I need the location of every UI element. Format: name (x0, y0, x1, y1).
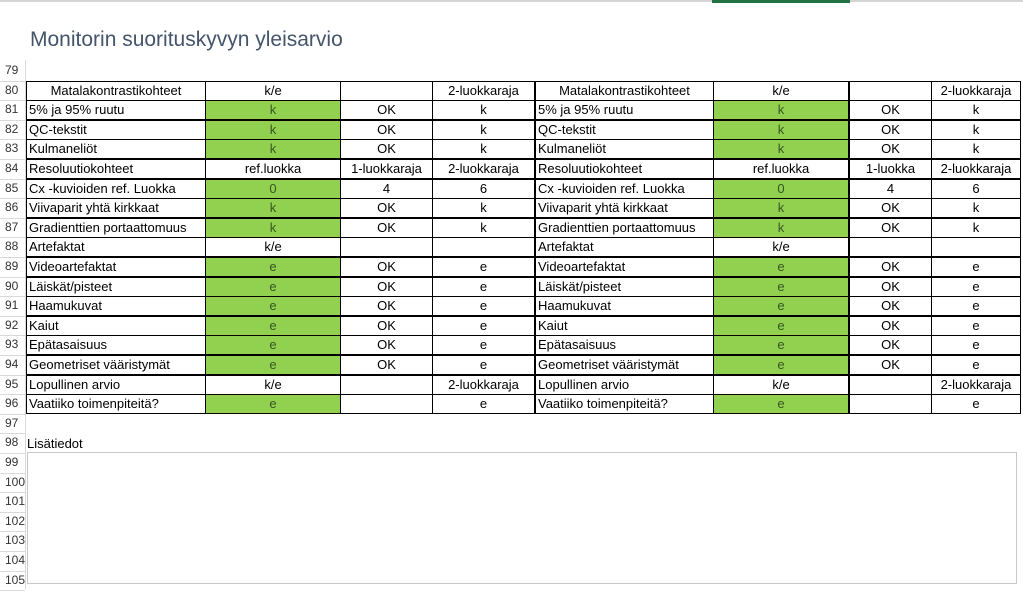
left-cell-r9-c1[interactable]: e (205, 257, 341, 277)
right-cell-r8-c3[interactable] (931, 237, 1021, 257)
left-cell-r7-c0[interactable]: Gradienttien portaattomuus (26, 218, 206, 238)
left-cell-r8-c2[interactable] (340, 237, 433, 257)
left-cell-r10-c2[interactable]: OK (340, 277, 433, 297)
left-cell-r3-c2[interactable]: OK (340, 139, 433, 159)
left-cell-r6-c2[interactable]: OK (340, 198, 433, 218)
left-cell-r8-c3[interactable] (432, 237, 535, 257)
left-cell-r3-c0[interactable]: Kulmaneliöt (26, 139, 206, 159)
left-cell-r7-c3[interactable]: k (432, 218, 535, 238)
left-cell-r14-c1[interactable]: e (205, 355, 341, 375)
right-cell-r11-c3[interactable]: e (931, 296, 1021, 316)
right-cell-r16-c1[interactable]: e (713, 394, 849, 414)
right-cell-r2-c1[interactable]: k (713, 120, 849, 140)
left-cell-r14-c0[interactable]: Geometriset vääristymät (26, 355, 206, 375)
right-cell-r2-c3[interactable]: k (931, 120, 1021, 140)
right-cell-r3-c0[interactable]: Kulmaneliöt (535, 139, 714, 159)
right-cell-r11-c0[interactable]: Haamukuvat (535, 296, 714, 316)
row-number[interactable]: 81 (5, 102, 19, 117)
right-cell-r7-c0[interactable]: Gradienttien portaattomuus (535, 218, 714, 238)
left-cell-r9-c3[interactable]: e (432, 257, 535, 277)
right-cell-r15-c3[interactable]: 2-luokkaraja (931, 375, 1021, 395)
left-cell-r2-c2[interactable]: OK (340, 120, 433, 140)
right-cell-r0-c2[interactable] (849, 81, 932, 101)
right-cell-r6-c2[interactable]: OK (849, 198, 932, 218)
left-cell-r7-c1[interactable]: k (205, 218, 341, 238)
right-cell-r5-c2[interactable]: 4 (849, 179, 932, 199)
row-number[interactable]: 96 (5, 396, 19, 411)
left-cell-r3-c1[interactable]: k (205, 139, 341, 159)
left-cell-r16-c3[interactable]: e (432, 394, 535, 414)
right-cell-r12-c1[interactable]: e (713, 316, 849, 336)
left-cell-r8-c0[interactable]: Artefaktat (26, 237, 206, 257)
row-number[interactable]: 86 (5, 200, 19, 215)
right-cell-r12-c0[interactable]: Kaiut (535, 316, 714, 336)
right-cell-r1-c3[interactable]: k (931, 100, 1021, 120)
row-number[interactable]: 91 (5, 298, 19, 313)
row-number[interactable]: 89 (5, 259, 19, 273)
row-number[interactable]: 101 (5, 494, 26, 509)
right-cell-r10-c1[interactable]: e (713, 277, 849, 297)
right-cell-r14-c0[interactable]: Geometriset vääristymät (535, 355, 714, 375)
right-cell-r15-c0[interactable]: Lopullinen arvio (535, 375, 714, 395)
left-cell-r7-c2[interactable]: OK (340, 218, 433, 238)
left-cell-r12-c3[interactable]: e (432, 316, 535, 336)
right-cell-r4-c2[interactable]: 1-luokka (849, 159, 932, 179)
left-cell-r9-c0[interactable]: Videoartefaktat (26, 257, 206, 277)
right-cell-r4-c0[interactable]: Resoluutiokohteet (535, 159, 714, 179)
right-cell-r16-c0[interactable]: Vaatiiko toimenpiteitä? (535, 394, 714, 414)
row-number[interactable]: 104 (5, 553, 26, 567)
row-number[interactable]: 99 (5, 455, 19, 469)
right-cell-r6-c0[interactable]: Viivaparit yhtä kirkkaat (535, 198, 714, 218)
left-cell-r13-c3[interactable]: e (432, 335, 535, 355)
row-number[interactable]: 94 (5, 357, 19, 371)
right-cell-r2-c0[interactable]: QC-tekstit (535, 120, 714, 140)
left-cell-r15-c2[interactable] (340, 375, 433, 395)
row-number[interactable]: 79 (5, 63, 19, 77)
sheet-title[interactable]: Monitorin suorituskyvyn yleisarvio (30, 28, 343, 51)
right-cell-r13-c2[interactable]: OK (849, 335, 932, 355)
row-number[interactable]: 92 (5, 317, 19, 332)
row-number[interactable]: 93 (5, 337, 19, 352)
right-cell-r8-c2[interactable] (849, 237, 932, 257)
right-cell-r0-c0[interactable]: Matalakontrastikohteet (535, 81, 714, 101)
row-number[interactable]: 97 (5, 415, 19, 430)
left-cell-r16-c2[interactable] (340, 394, 433, 414)
left-cell-r0-c2[interactable] (340, 81, 433, 101)
right-cell-r1-c0[interactable]: 5% ja 95% ruutu (535, 100, 714, 120)
left-cell-r0-c1[interactable]: k/e (205, 81, 341, 101)
left-cell-r6-c0[interactable]: Viivaparit yhtä kirkkaat (26, 198, 206, 218)
left-cell-r5-c3[interactable]: 6 (432, 179, 535, 199)
right-cell-r12-c3[interactable]: e (931, 316, 1021, 336)
right-cell-r10-c3[interactable]: e (931, 277, 1021, 297)
right-cell-r16-c2[interactable] (849, 394, 932, 414)
right-cell-r7-c2[interactable]: OK (849, 218, 932, 238)
right-cell-r9-c2[interactable]: OK (849, 257, 932, 277)
left-cell-r10-c1[interactable]: e (205, 277, 341, 297)
right-cell-r6-c3[interactable]: k (931, 198, 1021, 218)
right-cell-r13-c1[interactable]: e (713, 335, 849, 355)
left-cell-r0-c3[interactable]: 2-luokkaraja (432, 81, 535, 101)
left-cell-r12-c1[interactable]: e (205, 316, 341, 336)
right-cell-r8-c1[interactable]: k/e (713, 237, 849, 257)
row-number[interactable]: 100 (5, 474, 26, 489)
left-cell-r11-c1[interactable]: e (205, 296, 341, 316)
right-cell-r3-c2[interactable]: OK (849, 139, 932, 159)
left-cell-r12-c0[interactable]: Kaiut (26, 316, 206, 336)
left-cell-r4-c3[interactable]: 2-luokkaraja (432, 159, 535, 179)
left-cell-r15-c3[interactable]: 2-luokkaraja (432, 375, 535, 395)
right-cell-r13-c0[interactable]: Epätasaisuus (535, 335, 714, 355)
right-cell-r11-c2[interactable]: OK (849, 296, 932, 316)
right-cell-r6-c1[interactable]: k (713, 198, 849, 218)
left-cell-r4-c0[interactable]: Resoluutiokohteet (26, 159, 206, 179)
left-cell-r4-c1[interactable]: ref.luokka (205, 159, 341, 179)
left-cell-r16-c0[interactable]: Vaatiiko toimenpiteitä? (26, 394, 206, 414)
right-cell-r10-c0[interactable]: Läiskät/pisteet (535, 277, 714, 297)
right-cell-r9-c1[interactable]: e (713, 257, 849, 277)
left-cell-r8-c1[interactable]: k/e (205, 237, 341, 257)
right-cell-r11-c1[interactable]: e (713, 296, 849, 316)
right-cell-r9-c3[interactable]: e (931, 257, 1021, 277)
right-cell-r14-c2[interactable]: OK (849, 355, 932, 375)
right-cell-r15-c2[interactable] (849, 375, 932, 395)
right-cell-r4-c1[interactable]: ref.luokka (713, 159, 849, 179)
right-cell-r0-c3[interactable]: 2-luokkaraja (931, 81, 1021, 101)
column-header-strip (0, 0, 1023, 2)
left-cell-r0-c0[interactable]: Matalakontrastikohteet (26, 81, 206, 101)
right-cell-r13-c3[interactable]: e (931, 335, 1021, 355)
left-cell-r2-c3[interactable]: k (432, 120, 535, 140)
left-cell-r10-c3[interactable]: e (432, 277, 535, 297)
right-cell-r3-c3[interactable]: k (931, 139, 1021, 159)
right-cell-r14-c1[interactable]: e (713, 355, 849, 375)
row-number[interactable]: 95 (5, 376, 19, 391)
row-number[interactable]: 105 (5, 572, 26, 587)
left-cell-r15-c0[interactable]: Lopullinen arvio (26, 375, 206, 395)
left-cell-r6-c1[interactable]: k (205, 198, 341, 218)
left-cell-r14-c3[interactable]: e (432, 355, 535, 375)
left-cell-r5-c0[interactable]: Cx -kuvioiden ref. Luokka (26, 179, 206, 199)
right-cell-r12-c2[interactable]: OK (849, 316, 932, 336)
left-cell-r4-c2[interactable]: 1-luokkaraja (340, 159, 433, 179)
left-cell-r1-c3[interactable]: k (432, 100, 535, 120)
right-cell-r2-c2[interactable]: OK (849, 120, 932, 140)
left-cell-r5-c1[interactable]: 0 (205, 179, 341, 199)
row-number[interactable]: 80 (5, 82, 19, 97)
left-cell-r10-c0[interactable]: Läiskät/pisteet (26, 277, 206, 297)
row-number[interactable]: 85 (5, 180, 19, 195)
right-cell-r1-c2[interactable]: OK (849, 100, 932, 120)
right-cell-r16-c3[interactable]: e (931, 394, 1021, 414)
right-cell-r5-c3[interactable]: 6 (931, 179, 1021, 199)
row-number[interactable]: 82 (5, 121, 19, 136)
left-cell-r15-c1[interactable]: k/e (205, 375, 341, 395)
row-number[interactable]: 103 (5, 533, 26, 548)
left-cell-r5-c2[interactable]: 4 (340, 179, 433, 199)
right-cell-r5-c0[interactable]: Cx -kuvioiden ref. Luokka (535, 179, 714, 199)
right-cell-r7-c3[interactable]: k (931, 218, 1021, 238)
left-cell-r1-c0[interactable]: 5% ja 95% ruutu (26, 100, 206, 120)
right-cell-r4-c3[interactable]: 2-luokkaraja (931, 159, 1021, 179)
right-cell-r8-c0[interactable]: Artefaktat (535, 237, 714, 257)
left-cell-r9-c2[interactable]: OK (340, 257, 433, 277)
left-cell-r2-c1[interactable]: k (205, 120, 341, 140)
right-cell-r0-c1[interactable]: k/e (713, 81, 849, 101)
right-cell-r1-c1[interactable]: k (713, 100, 849, 120)
left-cell-r11-c0[interactable]: Haamukuvat (26, 296, 206, 316)
row-number[interactable]: 84 (5, 161, 19, 175)
left-cell-r14-c2[interactable]: OK (340, 355, 433, 375)
left-cell-r2-c0[interactable]: QC-tekstit (26, 120, 206, 140)
row-number[interactable]: 83 (5, 141, 19, 156)
row-number[interactable]: 102 (5, 513, 26, 528)
left-cell-r13-c2[interactable]: OK (340, 335, 433, 355)
left-cell-r16-c1[interactable]: e (205, 394, 341, 414)
notes-label[interactable]: Lisätiedot (27, 436, 83, 451)
left-cell-r1-c2[interactable]: OK (340, 100, 433, 120)
notes-area[interactable] (27, 452, 1017, 584)
right-cell-r5-c1[interactable]: 0 (713, 179, 849, 199)
left-cell-r3-c3[interactable]: k (432, 139, 535, 159)
left-cell-r11-c3[interactable]: e (432, 296, 535, 316)
left-cell-r11-c2[interactable]: OK (340, 296, 433, 316)
left-cell-r6-c3[interactable]: k (432, 198, 535, 218)
right-cell-r10-c2[interactable]: OK (849, 277, 932, 297)
right-cell-r15-c1[interactable]: k/e (713, 375, 849, 395)
row-number[interactable]: 87 (5, 219, 19, 234)
left-cell-r12-c2[interactable]: OK (340, 316, 433, 336)
right-cell-r14-c3[interactable]: e (931, 355, 1021, 375)
row-number[interactable]: 98 (5, 435, 19, 450)
left-cell-r13-c1[interactable]: e (205, 335, 341, 355)
row-number[interactable]: 88 (5, 239, 19, 254)
right-cell-r3-c1[interactable]: k (713, 139, 849, 159)
left-cell-r13-c0[interactable]: Epätasaisuus (26, 335, 206, 355)
right-cell-r9-c0[interactable]: Videoartefaktat (535, 257, 714, 277)
row-number[interactable]: 90 (5, 278, 19, 293)
right-cell-r7-c1[interactable]: k (713, 218, 849, 238)
left-cell-r1-c1[interactable]: k (205, 100, 341, 120)
selected-column-indicator (712, 0, 850, 3)
